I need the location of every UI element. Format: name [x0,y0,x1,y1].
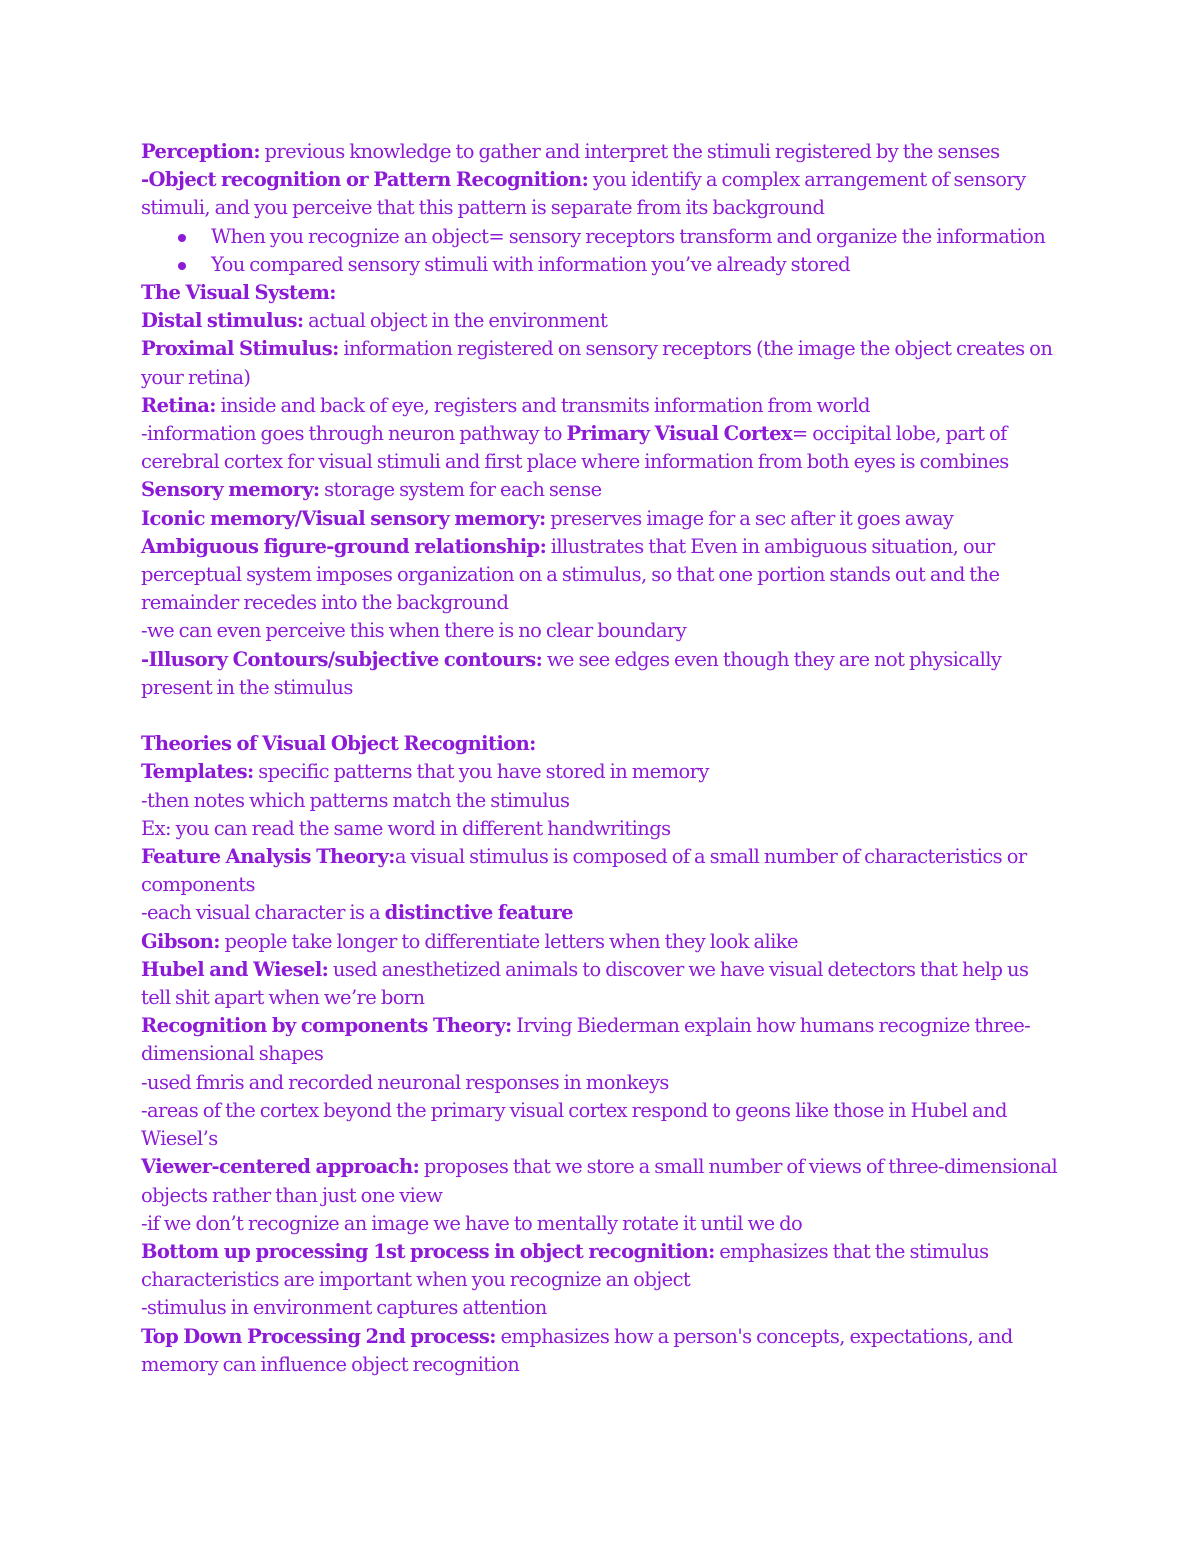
paragraph-line [141,279,1061,307]
definition-text: used anesthetized animals to discover we have visual detectors that help us tell shit apart when we’re born [141,957,1029,1010]
paragraph-line [141,1069,1061,1097]
definition-text: inside and back of eye, registers and transmits information from world [215,393,870,417]
paragraph-line [141,392,1061,420]
paragraph-line [141,843,1061,899]
definition-text: -if we don’t recognize an image we have to mentally rotate it until we do [141,1211,803,1235]
line-prefix: -each visual character is a [141,901,385,925]
definition-text: -areas of the cortex beyond the primary visual cortex respond to geons like those in Hubel and Wiesel’s [141,1098,1007,1151]
paragraph-line [141,166,1061,222]
term-heading: The Visual System: [141,281,336,305]
paragraph-line [141,928,1061,956]
paragraph-line [141,617,1061,645]
blank-line [141,702,1061,730]
term-heading: -Illusory Contours/subjective contours: [141,647,543,671]
term-heading: Perception: [141,140,260,163]
line-prefix: -information goes through neuron pathway to [141,422,567,446]
term-heading: Distal stimulus: [141,309,304,333]
definition-text: Irving Biederman explain how humans recognize three-dimensional shapes [141,1014,1031,1066]
term-heading: Theories of Visual Object Recognition: [141,732,536,756]
definition-text: preserves image for a sec after it goes away [545,506,954,530]
bullet-text: You compared sensory stimuli with information you’ve already stored [211,252,850,276]
paragraph-line [141,476,1061,504]
paragraph-line [141,307,1061,335]
paragraph-line [141,138,1061,166]
term-heading: Gibson: [141,929,220,953]
paragraph-line [141,1294,1061,1322]
term-heading: Proximal Stimulus: [141,337,339,361]
term-heading: Feature Analysis Theory: [141,845,395,869]
definition-text: = occipital lobe, part of cerebral cortex for visual stimuli and first place where information from both eyes is combines [141,422,1009,474]
bullet-item [141,251,1061,279]
definition-text: -then notes which patterns match the stimulus [141,788,570,812]
paragraph-line [141,787,1061,815]
paragraph-line [141,1012,1061,1068]
definition-text: emphasizes that the stimulus characteristics are important when you recognize an object [141,1239,989,1292]
definition-text: you identify a complex arrangement of sensory stimuli, and you perceive that this pattern is separate from its background [141,168,1026,220]
document-page [141,138,1061,1379]
definition-text: illustrates that Even in ambiguous situation, our perceptual system imposes organization on a stimulus, so that one portion stands out and the remainder recedes into the background [141,534,1000,615]
definition-text: -used fmris and recorded neuronal responses in monkeys [141,1070,669,1094]
paragraph-line [141,505,1061,533]
definition-text: Ex: you can read the same word in different handwritings [141,816,671,840]
definition-text: actual object in the environment [303,309,608,333]
paragraph-line [141,335,1061,391]
definition-text: we see edges even though they are not physically present in the stimulus [141,647,1002,699]
paragraph-line [141,899,1061,927]
paragraph-line [141,1323,1061,1379]
term-heading: Recognition by components Theory: [141,1014,512,1038]
term-heading: Bottom up processing 1st process in object recognition: [141,1239,715,1263]
definition-text: people take longer to differentiate letters when they look alike [219,929,798,953]
term-heading: distinctive feature [384,901,573,925]
definition-text: storage system for each sense [319,478,602,502]
paragraph-line [141,1153,1061,1209]
bullet-text: When you recognize an object= sensory receptors transform and organize the information [211,224,1046,248]
paragraph-line [141,758,1061,786]
definition-text: -stimulus in environment captures attention [141,1296,547,1320]
paragraph-line [141,533,1061,618]
term-heading: Top Down Processing 2nd process: [141,1324,496,1348]
definition-text: specific patterns that you have stored in memory [253,760,709,784]
bullet-dot-icon [178,262,186,270]
paragraph-line [141,1238,1061,1294]
definition-text: information registered on sensory receptors (the image the object creates on your retina) [141,337,1053,389]
paragraph-line [141,815,1061,843]
term-heading: Sensory memory: [141,478,320,502]
paragraph-line [141,420,1061,476]
bullet-item [141,223,1061,251]
definition-text: previous knowledge to gather and interpret the stimuli registered by the senses [259,140,1000,163]
paragraph-line [141,1210,1061,1238]
paragraph-line [141,956,1061,1012]
paragraph-line [141,646,1061,702]
definition-text: a visual stimulus is composed of a small number of characteristics or components [141,845,1027,897]
bullet-dot-icon [178,234,186,242]
term-heading: Hubel and Wiesel: [141,957,329,981]
term-heading: Primary Visual Cortex [566,422,792,446]
definition-text: proposes that we store a small number of views of three-dimensional objects rather than just one view [141,1155,1058,1207]
term-heading: Iconic memory/Visual sensory memory: [141,506,546,530]
term-heading: Retina: [141,393,216,417]
term-heading: -Object recognition or Pattern Recognition: [141,168,589,192]
bullet-list [141,223,1061,279]
term-heading: Viewer-centered approach: [141,1155,420,1179]
term-heading: Ambiguous figure-ground relationship: [141,534,547,558]
paragraph-line [141,1097,1061,1153]
paragraph-line [141,730,1061,758]
definition-text: emphasizes how a person's concepts, expectations, and memory can influence object recognition [141,1324,1013,1376]
definition-text: -we can even perceive this when there is no clear boundary [141,619,687,643]
term-heading: Templates: [141,760,254,784]
